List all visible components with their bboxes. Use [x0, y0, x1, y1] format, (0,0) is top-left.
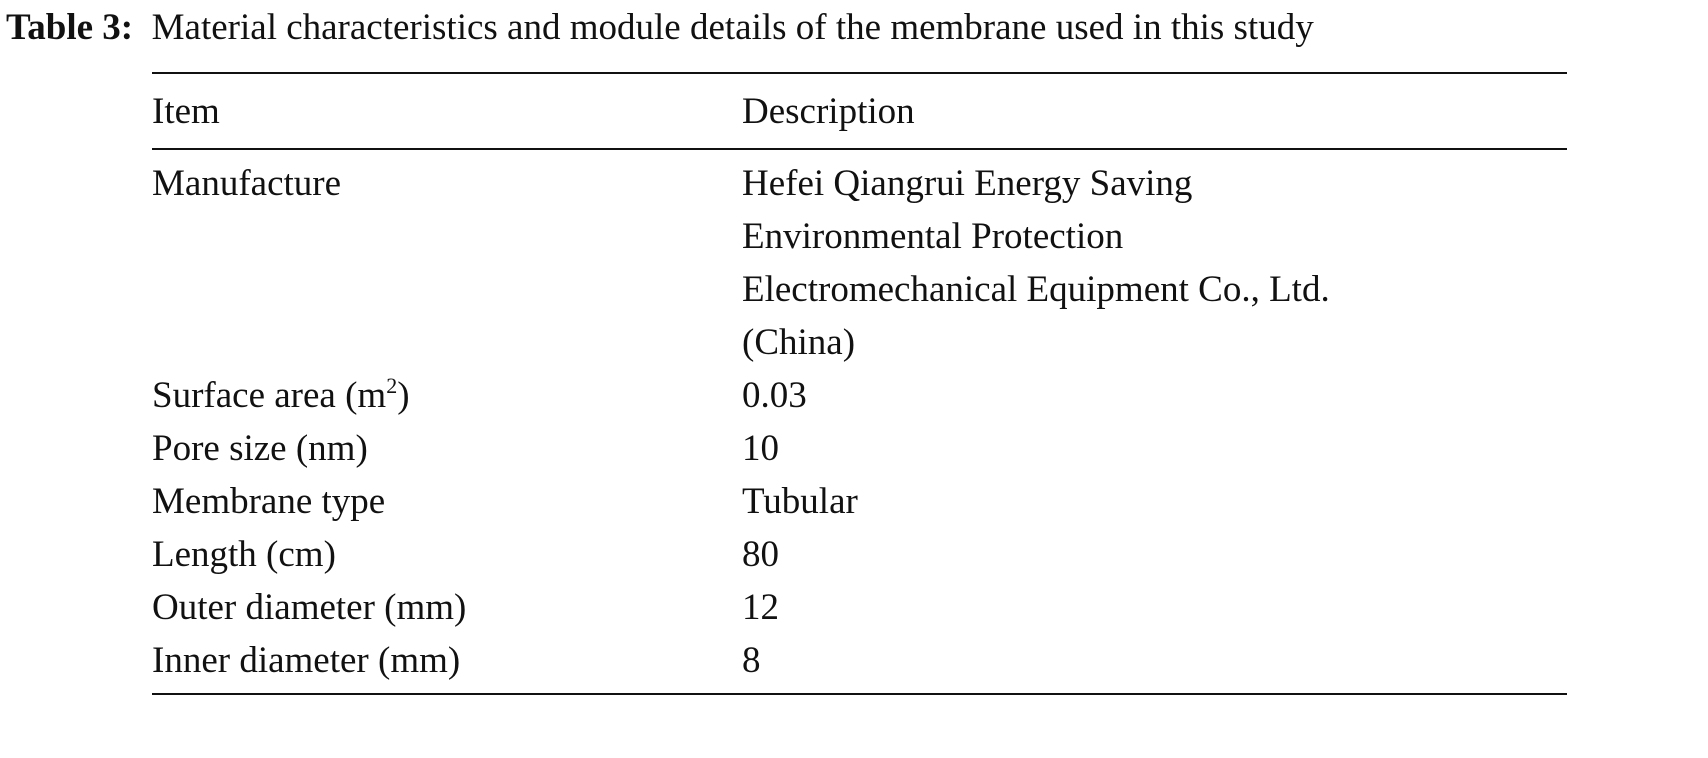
table-caption	[6, 6, 1706, 50]
table-header-row	[152, 74, 1567, 148]
row-item-surface-area	[152, 369, 742, 422]
membrane-table	[152, 72, 1567, 695]
table-row	[152, 369, 1567, 422]
table-row	[152, 581, 1567, 634]
row-description-outer-diameter: 12	[742, 587, 779, 628]
table-row	[152, 634, 1567, 693]
description-line: Environmental Protection	[742, 216, 1124, 257]
table-row	[152, 475, 1567, 528]
row-item-manufacture: Manufacture	[152, 163, 342, 204]
row-item-length: Length (cm)	[152, 534, 336, 575]
table-bottom-rule	[152, 693, 1567, 695]
header-description: Description	[742, 90, 915, 132]
surface-area-close: )	[397, 375, 410, 416]
row-description-surface-area: 0.03	[742, 375, 807, 416]
row-description-manufacture	[742, 150, 1567, 369]
description-line: Electromechanical Equipment Co., Ltd.	[742, 269, 1330, 310]
row-item-inner-diameter: Inner diameter (mm)	[152, 640, 461, 681]
row-description-pore-size: 10	[742, 428, 779, 469]
row-item-pore-size: Pore size (nm)	[152, 428, 368, 469]
header-item: Item	[152, 90, 220, 132]
table-row	[152, 528, 1567, 581]
table-caption-text: Material characteristics and module details of the membrane used in this study	[151, 7, 1314, 48]
row-description-membrane-type: Tubular	[742, 481, 858, 522]
row-item-outer-diameter: Outer diameter (mm)	[152, 587, 467, 628]
surface-area-label: Surface area (m	[152, 375, 387, 416]
description-line: (China)	[742, 322, 856, 363]
description-line: Hefei Qiangrui Energy Saving	[742, 163, 1193, 204]
row-description-length: 80	[742, 534, 779, 575]
table-body	[152, 74, 1567, 148]
table-data	[152, 150, 1567, 693]
table-row	[152, 422, 1567, 475]
row-item-membrane-type: Membrane type	[152, 481, 386, 522]
surface-area-exponent: 2	[386, 373, 398, 398]
row-description-inner-diameter: 8	[742, 640, 761, 681]
table-caption-label: Table 3:	[6, 7, 134, 48]
table-row	[152, 150, 1567, 369]
